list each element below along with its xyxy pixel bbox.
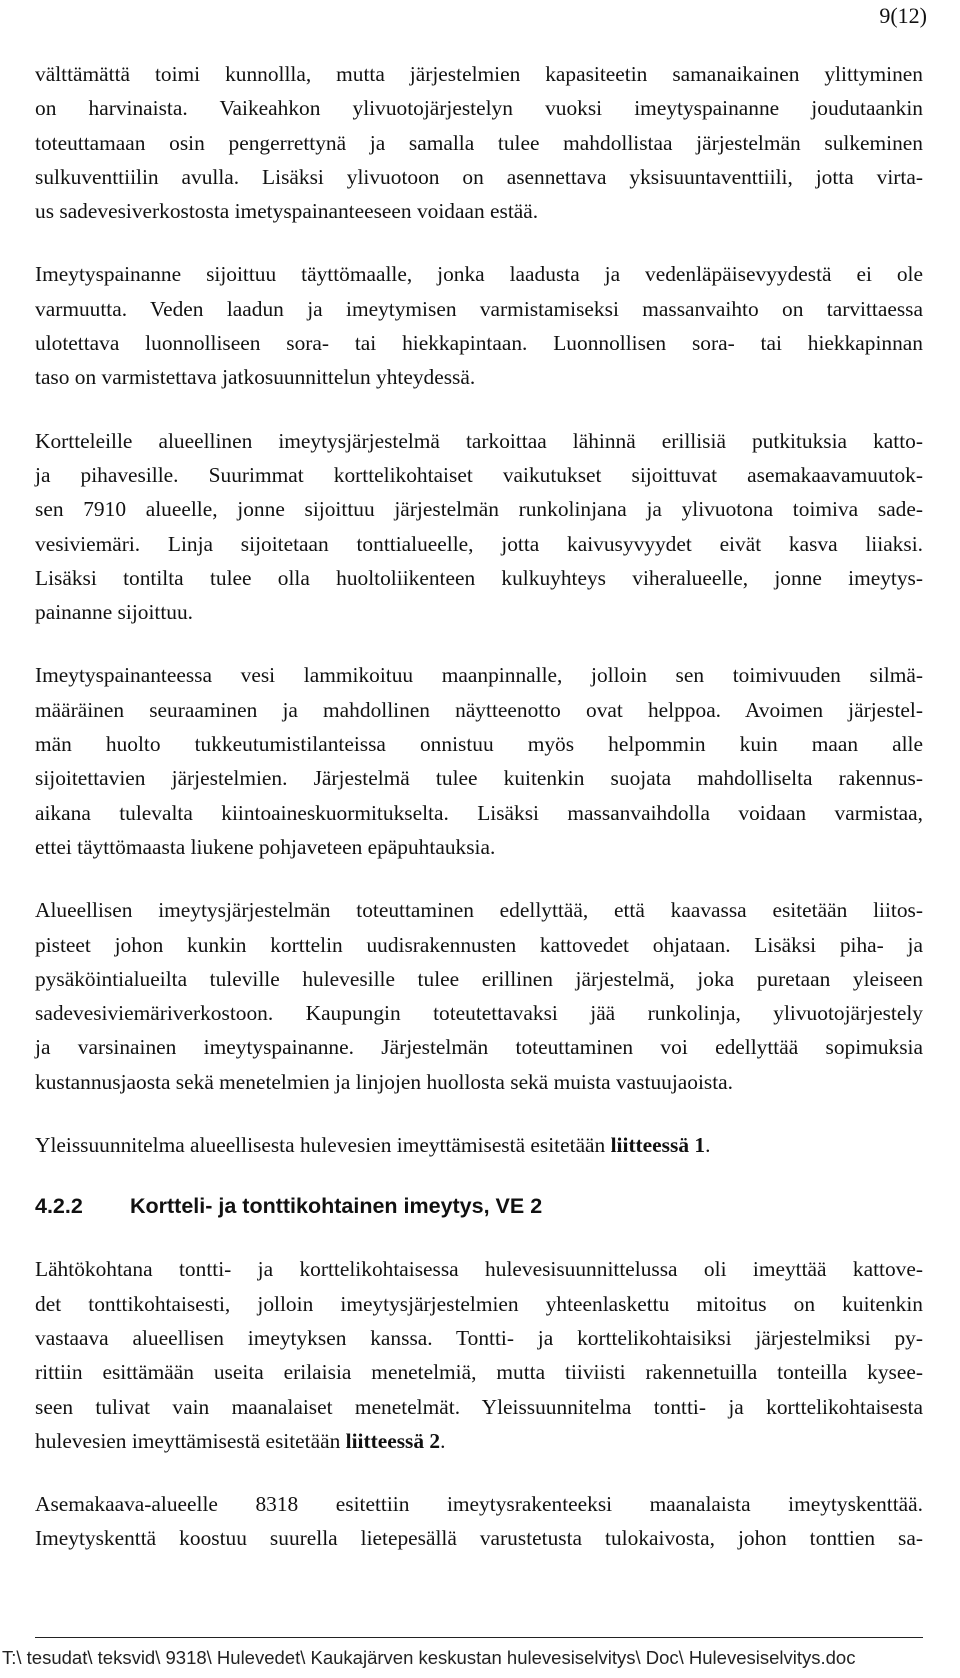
footer-file-path: T:\ tesudat\ teksvid\ 9318\ Hulevedet\ Kaukajärven keskustan hulevesiselvitys\ Doc\ Hulevesiselvitys.doc <box>2 1647 856 1668</box>
text-line: Lähtökohtana tontti- ja korttelikohtaisessa hulevesisuunnittelussa oli imeyttää kattove- <box>35 1257 923 1282</box>
page-number: 9(12) <box>879 3 927 28</box>
text-line: toteuttamaan osin pengerrettynä ja samalla tulee mahdollistaa järjestelmän sulkeminen <box>35 130 923 155</box>
paragraph-ponding <box>35 658 923 864</box>
text-line: ulotettava luonnolliseen sora- tai hiekkapintaan. Luonnollisen sora- tai hiekkapinnan <box>35 331 923 356</box>
text-line <box>35 1424 923 1458</box>
paragraph-plot-based <box>35 1252 923 1458</box>
text-line: rittiin esittämään useita erilaisia menetelmiä, mutta tiiviisti rakennetuilla tonteilla kysee- <box>35 1360 923 1385</box>
appendix-2-reference: liitteessä 2 <box>345 1428 441 1453</box>
section-heading <box>35 1191 923 1221</box>
text-line: Alueellisen imeytysjärjestelmän toteuttaminen edellyttää, että kaavassa esitetään liitos- <box>35 898 923 923</box>
text-line: män huolto tukkeutumistilanteissa onnistuu myös helpommin kuin maan alle <box>35 732 923 757</box>
text-line: välttämättä toimi kunnollla, mutta järjestelmien kapasiteetin samanaikainen ylittyminen <box>35 62 923 86</box>
text-line: ja varsinainen imeytyspainanne. Järjestelmän toteuttaminen voi edellyttää sopimuksia <box>35 1035 923 1060</box>
text-line: ja pihavesille. Suurimmat korttelikohtaiset vaikutukset sijoittuvat asemakaavamuutok- <box>35 462 923 487</box>
text-line: taso on varmistettava jatkosuunnittelun yhteydessä. <box>35 365 476 390</box>
footer-divider <box>35 1637 923 1638</box>
text-line: pisteet johon kunkin korttelin uudisrakennusten kattovedet ohjataan. Lisäksi piha- ja <box>35 932 923 957</box>
text-line: vastaava alueellisen imeytyksen kanssa. Tontti- ja korttelikohtaisiksi järjestelmiksi py- <box>35 1325 923 1350</box>
text-line <box>35 1128 923 1162</box>
paragraph-fill-soil <box>35 257 923 394</box>
appendix-2-period: . <box>440 1428 446 1453</box>
text-line: sadevesiviemäriverkostoon. Kaupungin toteutettavaksi jää runkolinja, ylivuotojärjestely <box>35 1001 923 1026</box>
paragraph-appendix-1 <box>35 1128 923 1162</box>
text-line: pysäköintialueilta tuleville hulevesille tulee erillinen järjestelmä, joka puretaan yleiseen <box>35 966 923 991</box>
text-line: vesiviemäri. Linja sijoitetaan tonttialueelle, jotta kaivusyvyydet eivät kasva liiaksi. <box>35 531 923 556</box>
text-line: on harvinaista. Vaikeahkon ylivuotojärjestelyn vuoksi imeytyspainanne joudutaankin <box>35 96 923 121</box>
text-line: sijoitettavien järjestelmien. Järjestelmä tulee kuitenkin suojata mahdolliselta rakennus- <box>35 766 923 791</box>
text-line: sulkuventtiilin avulla. Lisäksi ylivuotoon on asennettava yksisuuntaventtiili, jotta virta- <box>35 164 923 189</box>
paragraph-capacity <box>35 57 923 228</box>
text-line: sen 7910 alueelle, jonne sijoittuu järjestelmän runkolinjana ja ylivuotona toimiva sade- <box>35 497 923 522</box>
section-title: Kortteli- ja tonttikohtainen imeytys, VE 2 <box>130 1194 543 1219</box>
appendix-1-reference: liitteessä 1 <box>610 1133 706 1158</box>
appendix-2-text: hulevesien imeyttämisestä esitetään <box>35 1428 341 1453</box>
appendix-1-text: Yleissuunnitelma alueellisesta hulevesien imeyttämisestä esitetään <box>35 1133 606 1158</box>
section-number: 4.2.2 <box>35 1194 83 1219</box>
paragraph-infiltration-field <box>35 1487 923 1556</box>
text-line: kustannusjaosta sekä menetelmien ja linjojen huollosta sekä muista vastuujaoista. <box>35 1069 734 1094</box>
paragraph-block-system <box>35 424 923 630</box>
paragraph-implementation <box>35 893 923 1099</box>
text-line: Kortteleille alueellinen imeytysjärjestelmä tarkoittaa lähinnä erillisiä putkituksia katto- <box>35 428 923 453</box>
text-line: Imeytyskenttä koostuu suurella lietepesällä varustetusta tulokaivosta, johon tonttien sa- <box>35 1526 923 1551</box>
text-line: varmuutta. Veden laadun ja imeytymisen varmistamiseksi massanvaihto on tarvittaessa <box>35 296 923 321</box>
text-line: Lisäksi tontilta tulee olla huoltoliikenteen kulkuyhteys viheralueelle, jonne imeytys- <box>35 565 923 590</box>
text-line: Imeytyspainanne sijoittuu täyttömaalle, jonka laadusta ja vedenläpäisevyydestä ei ole <box>35 262 923 287</box>
appendix-1-period: . <box>705 1133 711 1158</box>
text-line: us sadevesiverkostosta imetyspainanteeseen voidaan estää. <box>35 199 539 224</box>
text-line: painanne sijoittuu. <box>35 600 194 625</box>
text-line: det tonttikohtaisesti, jolloin imeytysjärjestelmien yhteenlaskettu mitoitus on kuitenkin <box>35 1291 923 1316</box>
text-line: ettei täyttömaasta liukene pohjaveteen epäpuhtauksia. <box>35 834 496 859</box>
text-line: Imeytyspainanteessa vesi lammikoituu maanpinnalle, jolloin sen toimivuuden silmä- <box>35 663 923 688</box>
document-body <box>35 57 923 1585</box>
text-line: määräinen seuraaminen ja mahdollinen näytteenotto ovat helppoa. Avoimen järjestel- <box>35 697 923 722</box>
text-line: aikana tulevalta kiintoaineskuormitukselta. Lisäksi massanvaihdolla voidaan varmistaa, <box>35 800 923 825</box>
text-line: seen tulivat vain maanalaiset menetelmät. Yleissuunnitelma tontti- ja korttelikohtaisesta <box>35 1394 923 1419</box>
text-line: Asemakaava-alueelle 8318 esitettiin imeytysrakenteeksi maanalaista imeytyskenttää. <box>35 1492 923 1517</box>
